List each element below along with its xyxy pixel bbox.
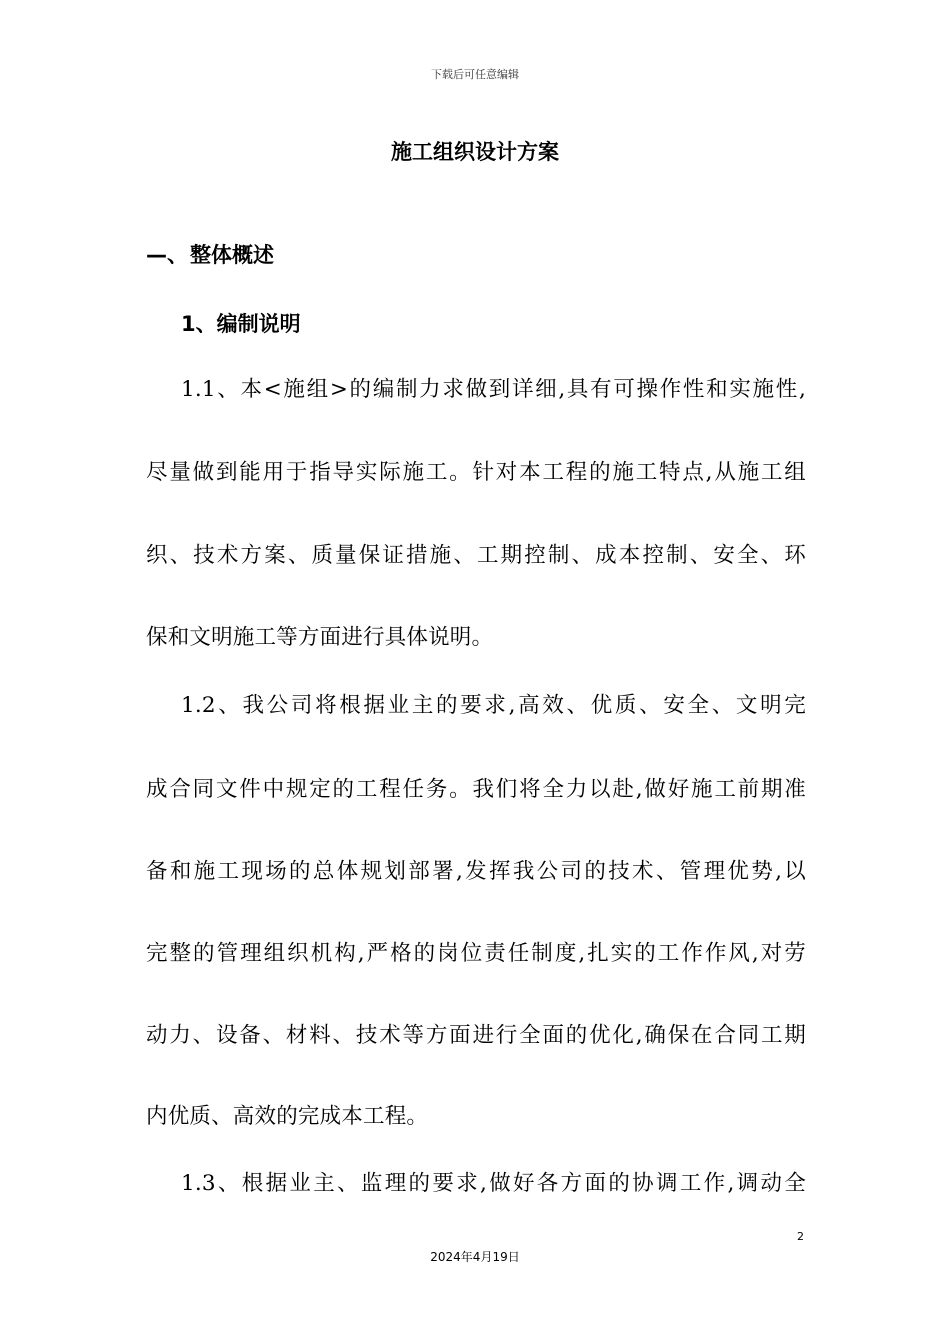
paragraph-line: 保和文明施工等方面进行具体说明。 [146,625,494,650]
paragraph-line: 动力、设备、材料、技术等方面进行全面的优化,确保在合同工期 [146,1023,806,1048]
paragraph-line: 织、技术方案、质量保证措施、工期控制、成本控制、安全、环 [146,543,806,568]
document-title: 施工组织设计方案 [391,140,559,164]
paragraph-line: 成合同文件中规定的工程任务。我们将全力以赴,做好施工前期准 [146,777,806,802]
paragraph-line: 1.1、本<施组>的编制力求做到详细,具有可操作性和实施性, [181,377,806,402]
page-number: 2 [797,1230,804,1243]
section-heading [146,239,274,269]
paragraph-line: 1.2、我公司将根据业主的要求,高效、优质、安全、文明完 [181,693,806,718]
header-note: 下载后可任意编辑 [431,68,519,81]
footer-date: 2024年4月19日 [430,1250,520,1264]
paragraph-line: 1.3、根据业主、监理的要求,做好各方面的协调工作,调动全 [181,1171,806,1196]
paragraph-line: 尽量做到能用于指导实际施工。针对本工程的施工特点,从施工组 [146,460,806,485]
paragraph-line: 备和施工现场的总体规划部署,发挥我公司的技术、管理优势,以 [146,859,806,884]
subsection-heading: 1、编制说明 [181,312,301,336]
paragraph-line: 完整的管理组织机构,严格的岗位责任制度,扎实的工作作风,对劳 [146,941,806,966]
section-number: —、 [146,243,188,267]
section-title: 整体概述 [190,243,274,267]
paragraph-line: 内优质、高效的完成本工程。 [146,1104,429,1129]
